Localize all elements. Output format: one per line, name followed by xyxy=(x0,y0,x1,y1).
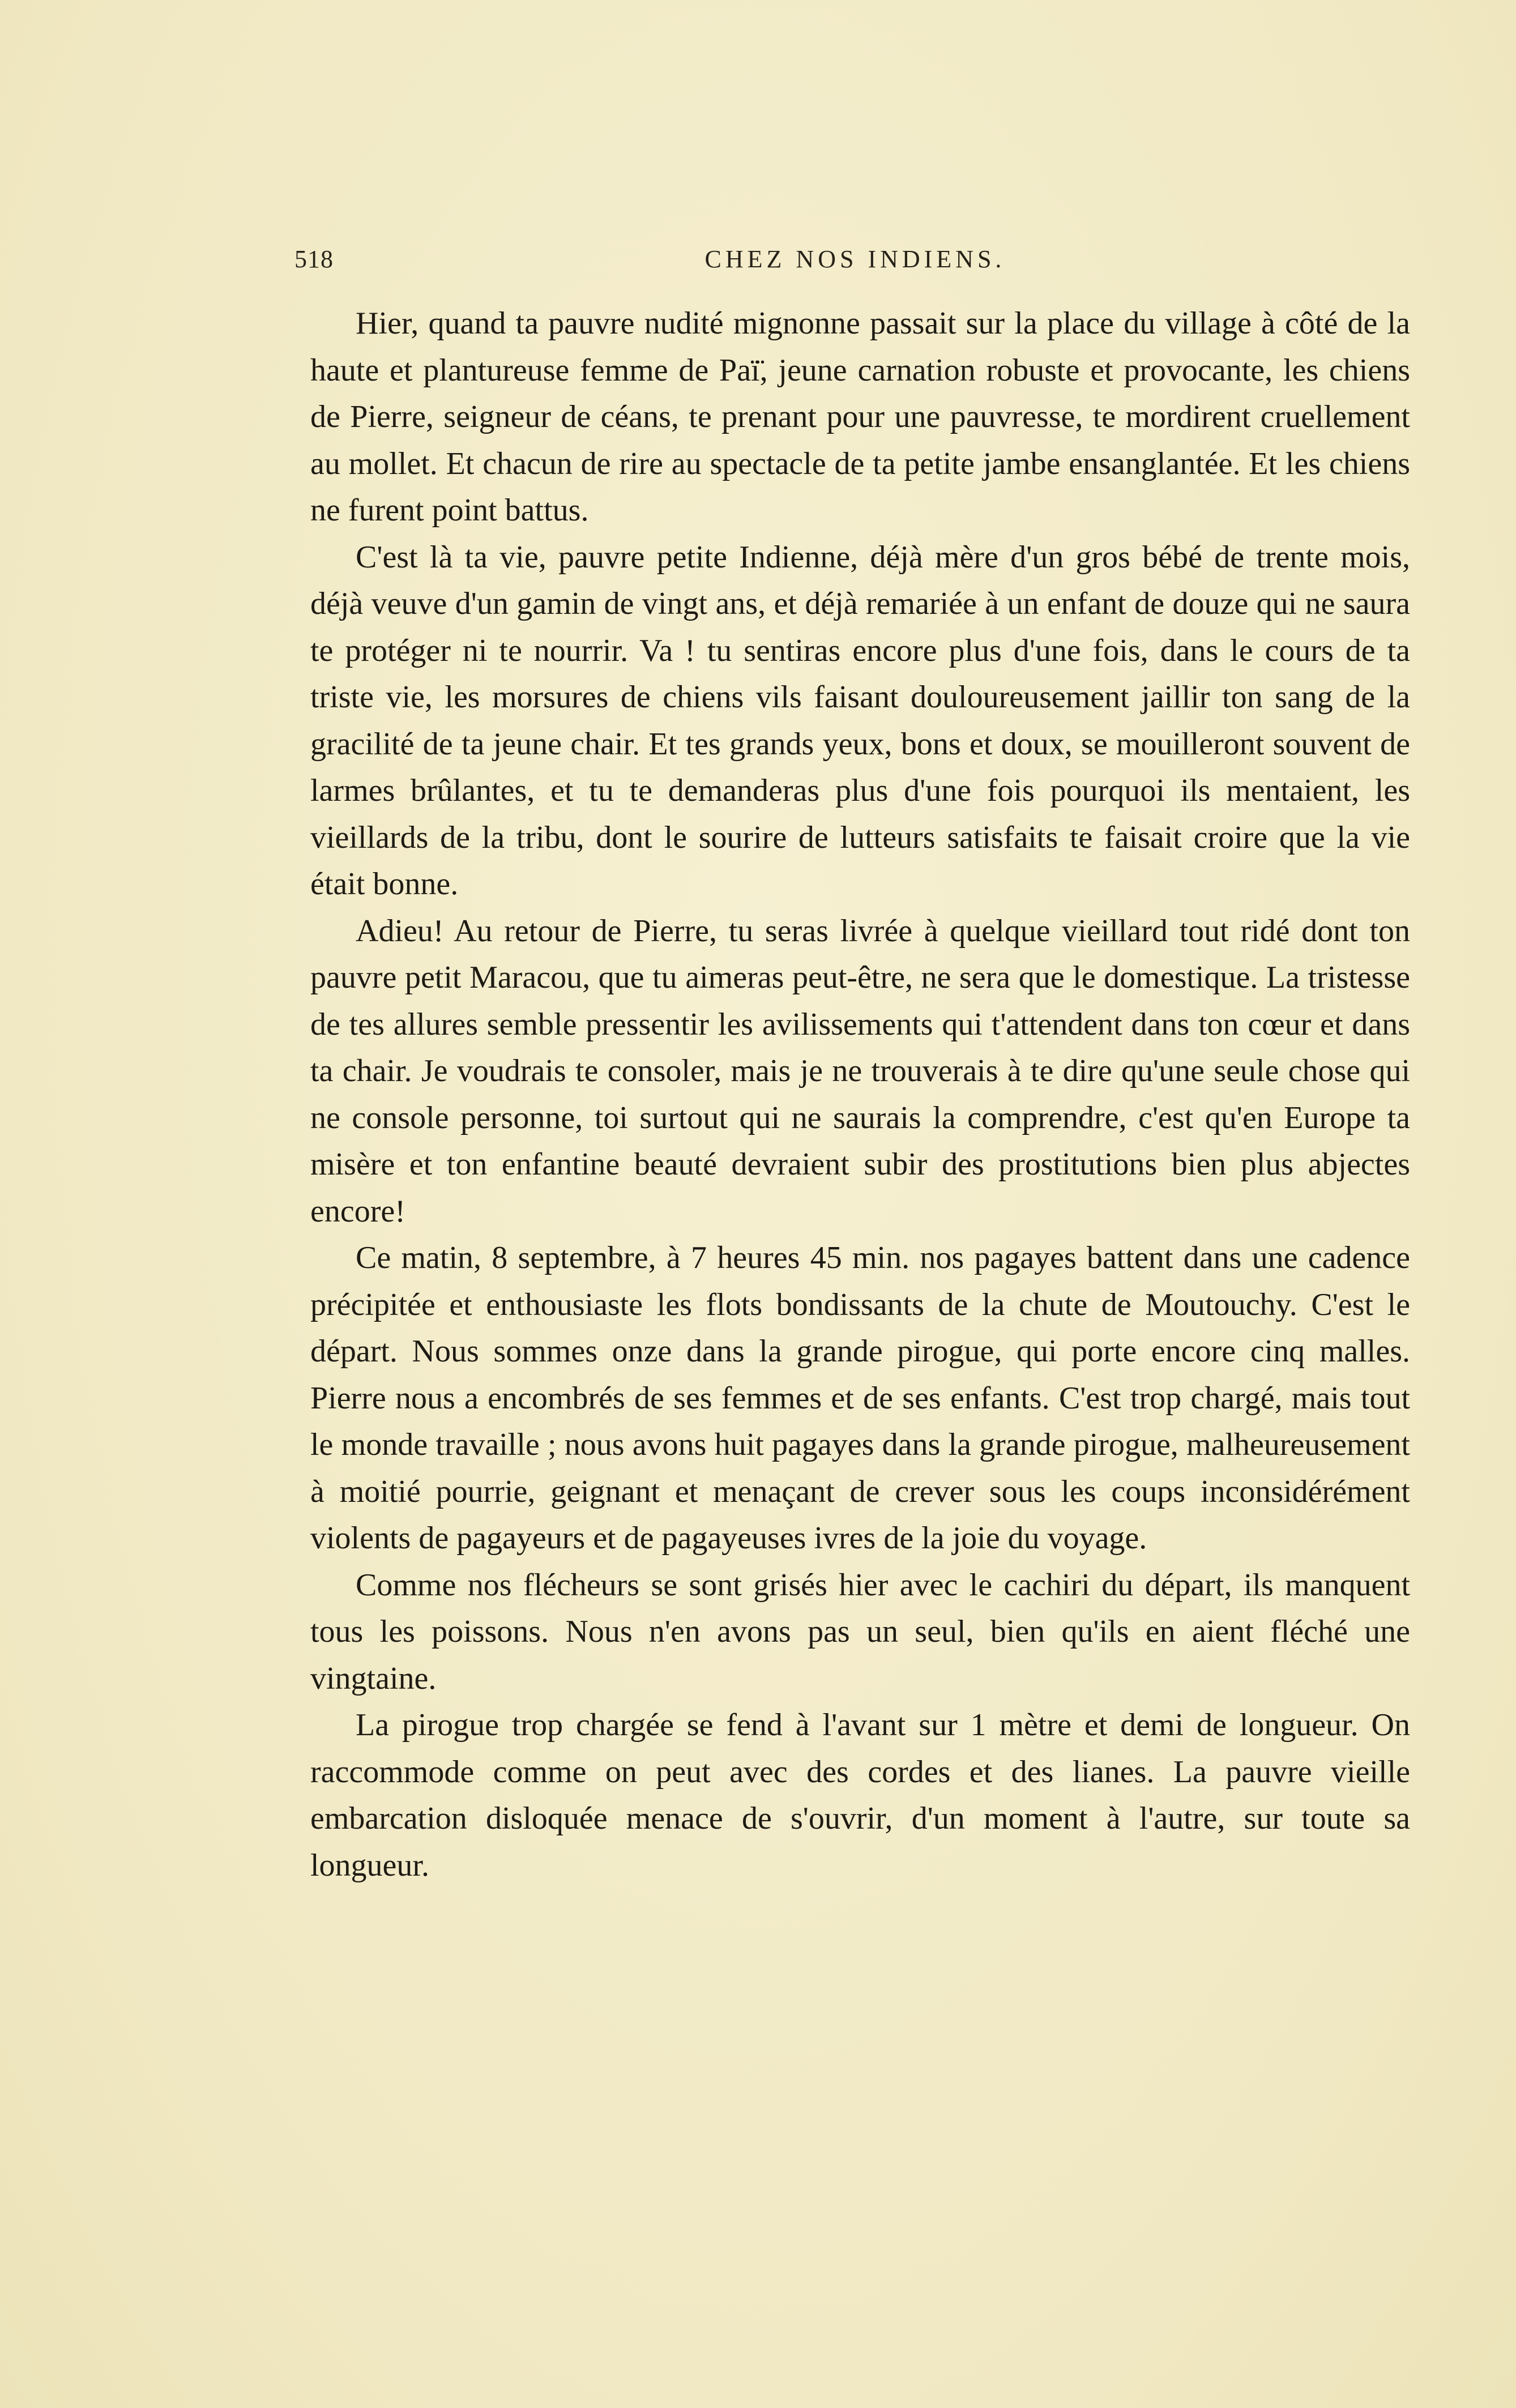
paragraph-5: Comme nos flécheurs se sont grisés hier avec le cachiri du départ, ils manquent tous les poissons. Nous n'en avons pas un seul, bien qu'ils en aient fléché une vingtaine. xyxy=(310,1567,1410,1696)
paragraph-4: Ce matin, 8 septembre, à 7 heures 45 min. nos pagayes battent dans une cadence précipitée et enthousiaste les flots bondissants de la chute de Moutouchy. C'est le départ. Nous sommes onze dans la grande pirogue, qui porte encore cinq malles. Pierre nous a encombrés de ses femmes et de ses enfants. C'est trop chargé, mais tout le monde travaille ; nous avons huit pagayes dans la grande pirogue, malheureusement à moitié pourrie, geignant et menaçant de crever sous les coups inconsidérément violents de pagayeurs et de pagayeuses ivres de la joie du voyage. xyxy=(310,1240,1410,1556)
paragraph-2: C'est là ta vie, pauvre petite Indienne, déjà mère d'un gros bébé de trente mois, déjà veuve d'un gamin de vingt ans, et déjà remariée à un enfant de douze qui ne saura te protéger ni te nourrir. Va ! tu sentiras encore plus d'une fois, dans le cours de ta triste vie, les morsures de chiens vils faisant douloureusement jaillir ton sang de la gracilité de ta jeune chair. Et tes grands yeux, bons et doux, se mouilleront souvent de larmes brûlantes, et tu te demanderas plus d'une fois pourquoi ils mentaient, les vieillards de la tribu, dont le sourire de lutteurs satisfaits te faisait croire que la vie était bonne. xyxy=(310,539,1410,902)
paragraph-6: La pirogue trop chargée se fend à l'avant sur 1 mètre et demi de longueur. On raccommode comme on peut avec des cordes et des lianes. La pauvre vieille embarcation disloquée menace de s'ouvrir, d'un moment à l'autre, sur toute sa longueur. xyxy=(310,1707,1410,1883)
paragraph-1: Hier, quand ta pauvre nudité mignonne passait sur la place du village à côté de la haute et plantureuse femme de Paï̈, jeune carnation robuste et provocante, les chiens de Pierre, seigneur de céans, te prenant pour une pauvresse, te mordirent cruellement au mollet. Et chacun de rire au spectacle de ta petite jambe ensanglantée. Et les chiens ne furent point battus. xyxy=(310,306,1410,528)
body-text xyxy=(310,300,1410,1889)
page-number: 518 xyxy=(294,245,334,273)
page-header xyxy=(294,245,1416,284)
running-title: CHEZ NOS INDIENS. xyxy=(704,245,1006,273)
paragraph-3: Adieu! Au retour de Pierre, tu seras livrée à quelque vieillard tout ridé dont ton pauvre petit Maracou, que tu aimeras peut-être, ne sera que le domestique. La tristesse de tes allures semble pressentir les avilissements qui t'attendent dans ton cœur et dans ta chair. Je voudrais te consoler, mais je ne trouverais à te dire qu'une seule chose qui ne console personne, toi surtout qui ne saurais la comprendre, c'est qu'en Europe ta misère et ton enfantine beauté devraient subir des prostitutions bien plus abjectes encore! xyxy=(310,913,1410,1229)
